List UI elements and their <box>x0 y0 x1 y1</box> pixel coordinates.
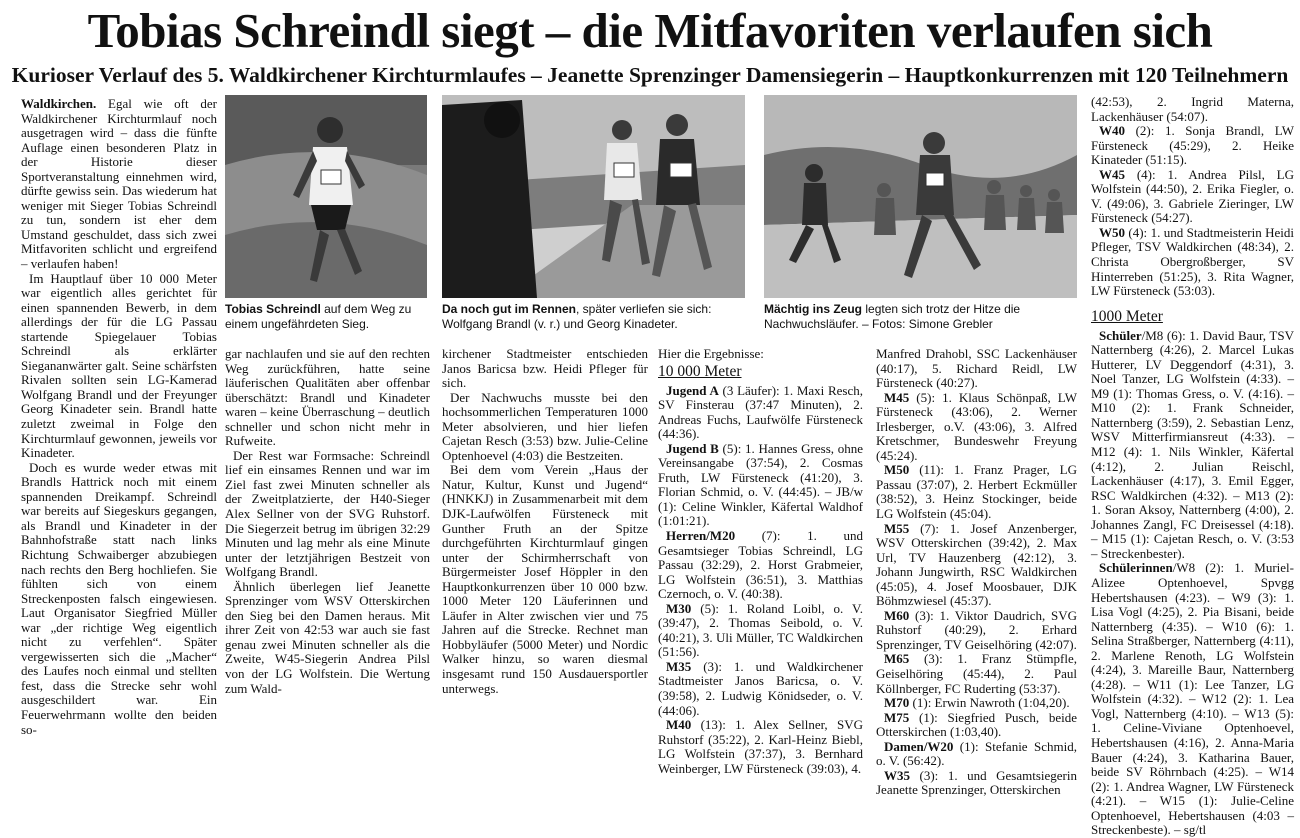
dateline: Waldkirchen. <box>21 96 97 111</box>
result-entry: W35 (3): 1. und Gesamtsiegerin Jeanette Sprenzinger, Otterskirchen <box>876 767 1077 798</box>
paragraph: gar nachlaufen und sie auf den rechten Weg zurückführen, hatte seine läuferischen Qualitäten aber offenbar überschätzt: Brandl und Kinadeter waren – keine Überraschung – deutlich schneller und schon nicht mehr in Rufweite. <box>225 346 430 449</box>
results-intro: Hier die Ergebnisse: <box>658 346 764 361</box>
result-entry: Manfred Drahobl, SSC Lackenhäuser (40:17), 5. Richard Reidl, LW Fürsteneck (40:27). <box>876 346 1077 391</box>
result-entry: M35 (3): 1. und Waldkirchener Stadtmeister Janos Baricsa, o. V. (39:58), 2. Ludwig Könidseder, o. V. (44:06). <box>658 658 863 718</box>
photo-caption: Tobias Schreindl auf dem Weg zu einem ungefährdeten Sieg. <box>225 302 412 331</box>
photo-caption: Mächtig ins Zeug legten sich trotz der Hitze die Nachwuchsläufer. – Fotos: Simone Grebler <box>764 302 1021 331</box>
result-entry: M50 (11): 1. Franz Prager, LG Passau (37:07), 2. Herbert Eckmüller (38:52), 3. Heinz Stockinger, beide LG Wolfstein (45:04). <box>876 462 1077 522</box>
paragraph: Bei dem vom Verein „Haus der Natur, Kultur, Kunst und Jugend“ (HNKKJ) in Zusammenarbeit mit dem DJK-Laufwölfen Fürsteneck mit Gunther Fruth an der Spitze durchgeführten Kirchturmlauf gingen unter der Schirmherrschaft von Bürgermeister Josef Höppler in den Hauptkonkurrenzen über 10 000 bzw. 1000 Meter 120 Läuferinnen und Läufer in Alter zwischen vier und 75 Jahren auf die Strecke. Rechnet man Hobbyläufer (5000 Meter) und Nordic Walker hinzu, so waren diesmal insgesamt rund 150 Ausdauersportler unterwegs. <box>442 462 648 696</box>
results-heading: 10 000 Meter <box>658 362 742 380</box>
result-entry: W50 (4): 1. und Stadtmeisterin Heidi Pfleger, TSV Waldkirchen (48:34), 2. Christa Obergroßberger, SV Hinterreben (51:25), 3. Rita Wagner, LW Fürsteneck (53:03). <box>1091 224 1294 299</box>
paragraph: Im Hauptlauf über 10 000 Meter war eigentlich alles gerichtet für einen spannenden Bewerb, in dem allerdings der für die LG Passau startende Spiegelauer Tobias Schreindl als erklärter Siegananwärter galt. Seine schärfsten Rivalen sollten sein LG-Kamerad Wolfgang Brandl und der Freyunger Georg Kinadeter sein. Brandl hatte zuletzt zweimal in Folge den Kirchturmlauf gewonnen, jeweils vor Kinadeter. <box>21 270 217 461</box>
photo-runner-schreindl <box>225 95 427 298</box>
result-entry: W45 (4): 1. Andrea Pilsl, LG Wolfstein (44:50), 2. Erika Fiegler, o. V. (49:06), 3. Gabriele Zieringer, LW Fürsteneck (54:27). <box>1091 166 1294 226</box>
result-entry: M60 (3): 1. Viktor Daudrich, SVG Ruhstorf (40:29), 2. Erhard Sprenzinger, TV Geiselhöring (42:07). <box>876 607 1077 652</box>
subheadline: Kurioser Verlauf des 5. Waldkirchener Kirchturmlaufes – Jeanette Sprenzinger Damensiegerin – Hauptkonkurrenzen mit 120 Teilnehmern <box>11 63 1289 87</box>
result-entry: M40 (13): 1. Alex Sellner, SVG Ruhstorf (35:22), 2. Karl-Heinz Biebl, LG Wolfstein (37:37), 3. Bernhard Weinberger, LW Fürsteneck (39:03), 4. <box>658 717 863 776</box>
result-entry: M65 (3): 1. Franz Stümpfle, Geiselhöring (45:44), 2. Paul Köllnberger, FC Ruderting (53:37). <box>876 651 1077 696</box>
paragraph: Der Rest war Formsache: Schreindl lief ein einsames Rennen und war im Ziel fast zwei Minuten schneller als der Zweitplatzierte, der H40-Sieger Alex Sellner von der SVG Ruhstorf. Die Siegerzeit betrug im übrigen 32:29 Minuten und lag mehr als eine Minute unter der letztjährigen Bestzeit von Wolfgang Brandl. <box>225 447 430 580</box>
results-heading: 1000 Meter <box>1091 307 1163 325</box>
article-column-3 <box>442 347 648 696</box>
photo-runners-brandl-kinadeter <box>442 95 745 298</box>
result-entry: Jugend B (5): 1. Hannes Gress, ohne Vereinsangabe (37:54), 2. Cosmas Fruth, LW Fürsteneck (41:20), 3. Florian Schmid, o. V. (44:45). – JB/w (1): Celine Winkler, Käfertal Waldhof (1:01:21). <box>658 440 863 529</box>
headline: Tobias Schreindl siegt – die Mitfavoriten verlaufen sich <box>87 3 1213 58</box>
paragraph: Doch es wurde weder etwas mit Brandls Hattrick noch mit einem spannenden Dreikampf. Schreindl war bereits auf Siegeskurs gegangen, als Brandl und Kinadeter in der Bahnhofstraße statt nach links Richtung Schwaiberger abzubiegen nach rechts den Berg hochliefen. Sie fühlten sich von einem Streckenposten falsch eingewiesen. Laut Organisator Siegfried Müller war „der richtige Weg eigentlich nicht zu verfehlen“. Später vergewisserten sich die „Macher“ des Laufes noch einmal und stellten fest, dass die Strecke sehr wohl ausgeschildert war. Ein Feuerwehrmann wollte den beiden so- <box>21 459 217 737</box>
paragraph: Der Nachwuchs musste bei den hochsommerlichen Temperaturen 1000 Meter absolvieren, und hier liefen Cajetan Resch (3:53) bzw. Julie-Celine Optenhoevel (4:03) die Bestzeiten. <box>442 389 648 463</box>
lead-paragraph: Waldkirchen. Egal wie oft der Waldkirchener Kirchturmlauf noch ausgetragen wird – dass die fünfte Auflage einen besonderen Platz in der Historie dieser Sportveranstaltung einnehmen wird, dürfte gewiss sein. Das wiederum hat weniger mit Sieger Tobias Schreindl zu tun, sondern ist eher dem Umstand geschuldet, dass sich zwei Mitfavoriten schlicht und ergreifend – verlaufen haben! <box>21 96 217 272</box>
photo-caption: Da noch gut im Rennen, später verliefen sie sich: Wolfgang Brandl (v. r.) und Georg Kinadeter. <box>442 302 712 331</box>
result-entry: M55 (7): 1. Josef Anzenberger, WSV Otterskirchen (39:42), 2. Max Url, TV Hauzenberg (42:12), 3. Johann Jungwirth, RSC Waldkirchen (45:05), 4. Josef Moosbauer, DJK Böhmzwiesel (45:37). <box>876 520 1077 609</box>
result-entry: M45 (5): 1. Klaus Schönpaß, LW Fürsteneck (43:06), 2. Werner Irlesberger, o.V. (43:06), 3. Alfred Kretschmer, Bundeswehr Freyung (45:24). <box>876 389 1077 463</box>
result-entry: M70 (1): Erwin Nawroth (1:04,20). <box>884 695 1070 711</box>
result-entry: W40 (2): 1. Sonja Brandl, LW Fürsteneck (45:29), 2. Heike Kinateder (51:15). <box>1091 123 1294 168</box>
result-entry: Schülerinnen/W8 (2): 1. Muriel-Alizee Optenhoevel, Spvgg Hebertshausen (4:23). – W9 (3): 1. Lisa Vogl (4:25), 2. Pia Bisani, beide Natternberg (4:35). – W10 (6): 1. Selina Straßberger, Natternberg (4:11), 2. Marlene Renoth, LG Wolfstein (4:24), 3. Mareille Baur, Natternberg (4:28). – W11 (1): Lee Tanzer, LG Wolfstein (4:32). – W12 (2): 1. Lea Vogl, Natternberg (4:10). – W13 (5): 1. Celine-Viviane Optenhoevel, Hebertshausen (4:16), 2. Anna-Maria Bauer (4:24), 3. Katharina Bauer, beide SV Röhrnbach (4:25). – W14 (2): 1. Andrea Wagner, LW Fürsteneck (4:21). – W15 (1): Julie-Celine Optenhoevel, Hebertshausen (4:03 – Streckenbeste). – sg/tl <box>1091 560 1294 838</box>
result-entry: Jugend A (3 Läufer): 1. Maxi Resch, SV Finsterau (37:47 Minuten), 2. Andreas Fuchs, Laufwölfe Fürsteneck (44:36). <box>658 382 863 442</box>
article-column-2 <box>225 347 430 696</box>
results-column-3 <box>1091 95 1294 838</box>
result-entry: Herren/M20 (7): 1. und Gesamtsieger Tobias Schreindl, LG Passau (32:29), 2. Horst Grabmeier, LG Wolfstein (36:51), 3. Matthias Czernoch, o. V. (40:38). <box>658 528 863 602</box>
result-entry: (42:53), 2. Ingrid Materna, Lackenhäuser (54:07). <box>1091 94 1294 124</box>
result-entry: M75 (1): Siegfried Pusch, beide Otterskirchen (1:03,40). <box>876 709 1077 740</box>
result-entry: Damen/W20 (1): Stefanie Schmid, o. V. (56:42). <box>876 738 1077 769</box>
photo-youth-runners <box>764 95 1077 298</box>
results-column-2 <box>876 347 1077 798</box>
paragraph: Ähnlich überlegen lief Jeanette Sprenzinger vom WSV Otterskirchen den Sieg bei den Damen heraus. Mit ihrer Zeit von 42:53 war auch sie fast genau zwei Minuten schneller als die Zweite, W45-Siegerin Andrea Pilsl von der LG Wolfstein. Die Wertung zum Wald- <box>225 578 430 696</box>
result-entry: Schüler/M8 (6): 1. David Baur, TSV Natternberg (4:26), 2. Marcel Lukas Hutterer, LV Deggendorf (4:31), 3. Noel Tanzer, LG Wolfstein (4:33). – M9 (1): Thomas Gress, o. V. (4:16). – M10 (2): 1. Frank Schneider, Natternberg (3:59), 2. Sebastian Lenz, WSV Mitterfirmiansreut (4:33). – M12 (4): 1. Nils Winkler, Käfertal (4:12), 2. Julian Reischl, Lackenhäuser (4:17), 3. Emil Egger, RSC Waldkirchen (4:32). – M13 (2): 1. Soran Aksoy, Natternberg (4:00), 2. Johannes Zangl, FC Dreisessel (4:18). – M15 (1): Cajetan Resch, o. V. (3:53 – Streckenbester). <box>1091 327 1294 561</box>
paragraph: kirchener Stadtmeister entschieden Janos Baricsa bzw. Heidi Pfleger für sich. <box>442 346 648 391</box>
results-column-1 <box>658 347 863 776</box>
result-entry: M30 (5): 1. Roland Loibl, o. V. (39:47), 2. Thomas Seibold, o. V. (40:21), 3. Uli Müller, TC Waldkirchen (51:56). <box>658 600 863 660</box>
article-column-1 <box>21 97 217 737</box>
